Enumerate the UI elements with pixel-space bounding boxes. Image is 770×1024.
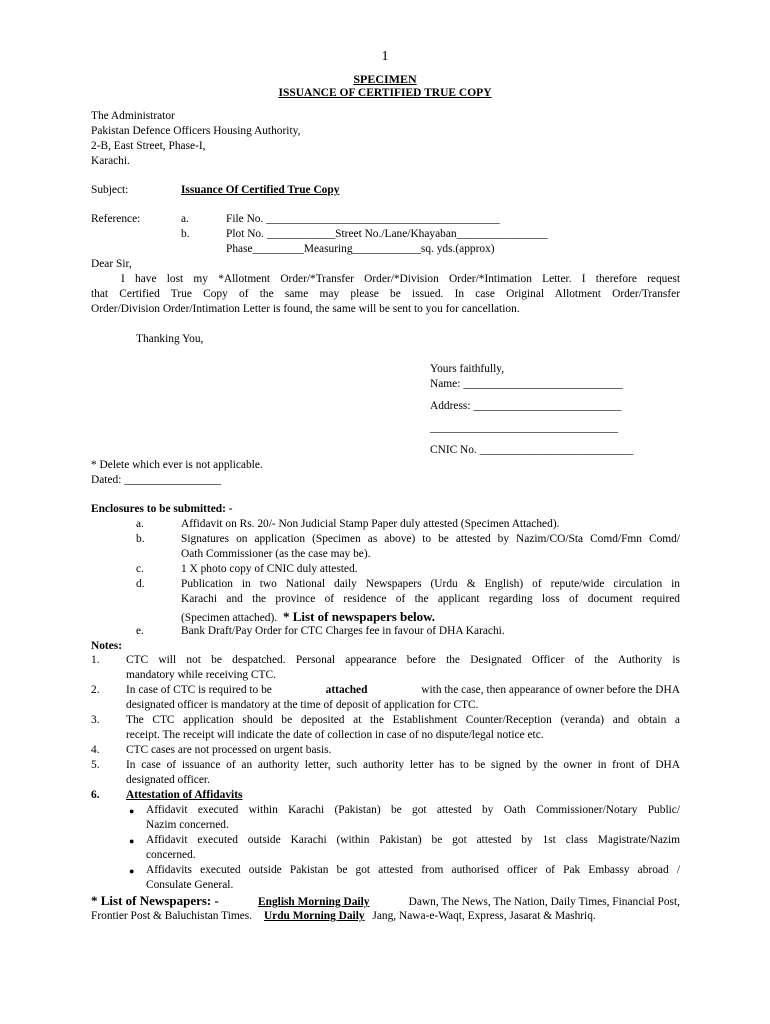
note-text: The CTC application should be deposited at the Establishment Counter/Reception (veranda) and obtain a [126, 714, 680, 726]
note-text-bold: attached [325, 684, 368, 696]
english-daily-list: Dawn, The News, The Nation, Daily Times, Financial Post, [408, 896, 680, 908]
address-line: Pakistan Defence Officers Housing Authority, [91, 125, 301, 137]
enclosure-text: (Specimen attached). [181, 612, 278, 624]
body-line: I have lost my *Allotment Order/*Transfer Order/*Division Order/*Intimation Letter. I therefore request [121, 273, 680, 285]
affidavit-text: Affidavit executed outside Karachi (within Pakistan) be got attested by 1st class Magistrate/Nazim [146, 834, 680, 846]
thanking: Thanking You, [136, 333, 204, 345]
affidavit-text: Affidavit executed within Karachi (Pakistan) be got attested by Oath Commissioner/Notary Public/ [146, 804, 680, 816]
note-marker: 2. [91, 684, 100, 696]
note-text: designated officer. [126, 774, 210, 786]
newspapers-reference: * List of newspapers below. [283, 609, 436, 624]
subject-value: Issuance Of Certified True Copy [181, 184, 340, 196]
note-marker: 6. [91, 789, 100, 801]
urdu-daily-list: Jang, Nawa-e-Waqt, Express, Jasarat & Mashriq. [372, 910, 596, 922]
document-title: SPECIMEN [353, 72, 417, 86]
enclosure-marker: a. [136, 518, 144, 530]
document-subtitle: ISSUANCE OF CERTIFIED TRUE COPY [278, 87, 492, 99]
address-line: The Administrator [91, 110, 175, 122]
enclosure-text-line [181, 610, 435, 624]
enclosure-text: 1 X photo copy of CNIC duly attested. [181, 563, 358, 575]
newspapers-line [91, 894, 680, 908]
reference-plot-no: Plot No. ____________Street No./Lane/Khayaban________________ [226, 228, 548, 240]
affidavit-text: concerned. [146, 849, 196, 861]
newspapers-label: * List of Newspapers: - [91, 893, 219, 908]
enclosure-text: Bank Draft/Pay Order for CTC Charges fee in favour of DHA Karachi. [181, 625, 505, 637]
enclosure-text: Affidavit on Rs. 20/- Non Judicial Stamp Paper duly attested (Specimen Attached). [181, 518, 560, 530]
newspapers-line-2 [91, 911, 596, 922]
note-text: with the case, then appearance of owner before the DHA [421, 684, 680, 696]
reference-file-no: File No. _________________________________________ [226, 213, 500, 225]
page-number: 1 [381, 49, 389, 64]
english-daily-label: English Morning Daily [258, 896, 370, 908]
reference-marker-b: b. [181, 228, 190, 240]
name-field: Name: ____________________________ [430, 378, 623, 390]
enclosure-marker: e. [136, 625, 144, 637]
enclosure-marker: c. [136, 563, 144, 575]
enclosure-text: Karachi and the province of residence of the applicant regarding loss of document required [181, 593, 680, 605]
enclosure-marker: b. [136, 533, 145, 545]
note-text: CTC cases are not processed on urgent basis. [126, 744, 332, 756]
subject-label: Subject: [91, 184, 129, 196]
salutation: Dear Sir, [91, 258, 132, 270]
note-text-line [126, 685, 680, 696]
urdu-daily-label: Urdu Morning Daily [263, 910, 365, 922]
bullet-icon: ● [129, 866, 135, 876]
body-line: that Certified True Copy of the same may please be issued. In case Original Allotment Order/Transfer [91, 288, 680, 300]
note-text: CTC will not be despatched. Personal appearance before the Designated Officer of the Authority is [126, 654, 680, 666]
address-line: 2-B, East Street, Phase-I, [91, 140, 206, 152]
reference-label: Reference: [91, 213, 141, 225]
note-text: mandatory while receiving CTC. [126, 669, 276, 681]
delete-note: * Delete which ever is not applicable. [91, 459, 263, 471]
note-marker: 5. [91, 759, 100, 771]
bullet-icon: ● [129, 836, 135, 846]
note-text: receipt. The receipt will indicate the date of collection in case of no dispute/legal notice etc. [126, 729, 544, 741]
note-marker: 3. [91, 714, 100, 726]
enclosure-text: Oath Commissioner (as the case may be). [181, 548, 371, 560]
note-text: designated officer is mandatory at the time of deposit of application for CTC. [126, 699, 479, 711]
enclosure-text: Signatures on application (Specimen as above) to be attested by Nazim/CO/Sta Comd/Fmn Comd/ [181, 533, 680, 545]
yours-faithfully: Yours faithfully, [430, 363, 505, 375]
note-marker: 1. [91, 654, 100, 666]
reference-phase: Phase_________Measuring____________sq. yds.(approx) [226, 243, 495, 255]
note-marker: 4. [91, 744, 100, 756]
enclosure-text: Publication in two National daily Newspapers (Urdu & English) of repute/wide circulation in [181, 578, 680, 590]
english-daily-list-cont: Frontier Post & Baluchistan Times. [91, 910, 253, 922]
affidavits-heading: Attestation of Affidavits [126, 789, 243, 801]
reference-marker-a: a. [181, 213, 189, 225]
enclosures-heading: Enclosures to be submitted: - [91, 503, 233, 515]
notes-heading: Notes: [91, 640, 122, 652]
affidavit-text: Nazim concerned. [146, 819, 229, 831]
address-field: Address: __________________________ [430, 400, 622, 412]
affidavit-text: Consulate General. [146, 879, 234, 891]
bullet-icon: ● [129, 806, 135, 816]
address-line: Karachi. [91, 155, 130, 167]
address-field-line2: _________________________________ [430, 422, 618, 434]
note-text: In case of issuance of an authority letter, such authority letter has to be signed by the owner in front of DHA [126, 759, 680, 771]
enclosure-marker: d. [136, 578, 145, 590]
affidavit-text: Affidavits executed outside Pakistan be got attested from authorised officer of Pak Embassy abroad / [146, 864, 680, 876]
body-line: Order/Division Order/Intimation Letter is found, the same will be sent to you for cancellation. [91, 303, 520, 315]
dated-field: Dated: _________________ [91, 474, 222, 486]
cnic-field: CNIC No. ___________________________ [430, 444, 634, 456]
note-text: In case of CTC is required to be [126, 684, 272, 696]
